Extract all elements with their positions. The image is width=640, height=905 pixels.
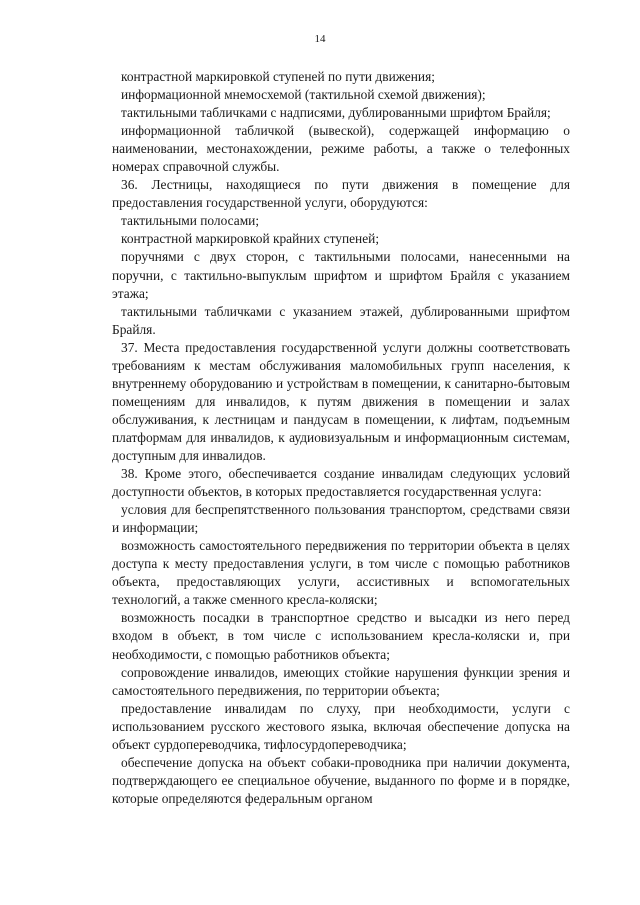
paragraph: поручнями с двух сторон, с тактильными полосами, нанесенными на поручни, с тактильно-выпуклым шрифтом и шрифтом Брайля с указанием этажа; <box>112 249 570 301</box>
paragraph: информационной мнемосхемой (тактильной схемой движения); <box>121 87 486 103</box>
paragraph: тактильными табличками с надписями, дублированными шрифтом Брайля; <box>121 105 551 121</box>
document-body <box>112 68 570 808</box>
paragraph: предоставление инвалидам по слуху, при необходимости, услуги с использованием русского жестового языка, включая обеспечение допуска на объект сурдопереводчика, тифлосурдопереводчика; <box>112 700 570 752</box>
paragraph: информационной табличкой (вывеской), содержащей информацию о наименовании, местонахождении, режиме работы, а также о телефонных номерах справочной службы. <box>112 123 570 175</box>
paragraph: контрастной маркировкой крайних ступеней; <box>121 231 380 247</box>
paragraph: условия для беспрепятственного пользования транспортом, средствами связи и информации; <box>112 502 570 536</box>
paragraph: тактильными табличками с указанием этажей, дублированными шрифтом Брайля. <box>112 303 570 337</box>
paragraph: возможность самостоятельного передвижения по территории объекта в целях доступа к месту предоставления услуги, в том числе с помощью работников объекта, предоставляющих услуги, ассистивных и вспомогательных технологий, а также сменного кресла-коляски; <box>112 538 570 608</box>
paragraph: 38. Кроме этого, обеспечивается создание инвалидам следующих условий доступности объектов, в которых предоставляется государственная услуга: <box>112 466 570 500</box>
paragraph: 37. Места предоставления государственной услуги должны соответствовать требованиям к местам обслуживания маломобильных групп населения, к внутреннему оборудованию и устройствам в помещении, к санитарно-бытовым помещениям для инвалидов, к путям движения в помещении и залах обслуживания, к лестницам и пандусам в помещении, к лифтам, подъемным платформам для инвалидов, к аудиовизуальным и информационным системам, доступным для инвалидов. <box>112 339 570 463</box>
paragraph: возможность посадки в транспортное средство и высадки из него перед входом в объект, в том числе с использованием кресла-коляски и, при необходимости, с помощью работников объекта; <box>112 610 570 662</box>
paragraph: контрастной маркировкой ступеней по пути движения; <box>121 69 435 84</box>
page-number: 14 <box>314 33 326 45</box>
paragraph: тактильными полосами; <box>121 213 260 229</box>
paragraph: сопровождение инвалидов, имеющих стойкие нарушения функции зрения и самостоятельного передвижения, по территории объекта; <box>112 664 570 698</box>
paragraph: 36. Лестницы, находящиеся по пути движения в помещение для предоставления государственной услуги, оборудуются: <box>112 177 570 211</box>
paragraph: обеспечение допуска на объект собаки-проводника при наличии документа, подтверждающего ее специальное обучение, выданного по форме и в порядке, которые определяются федеральным органом <box>112 754 570 806</box>
